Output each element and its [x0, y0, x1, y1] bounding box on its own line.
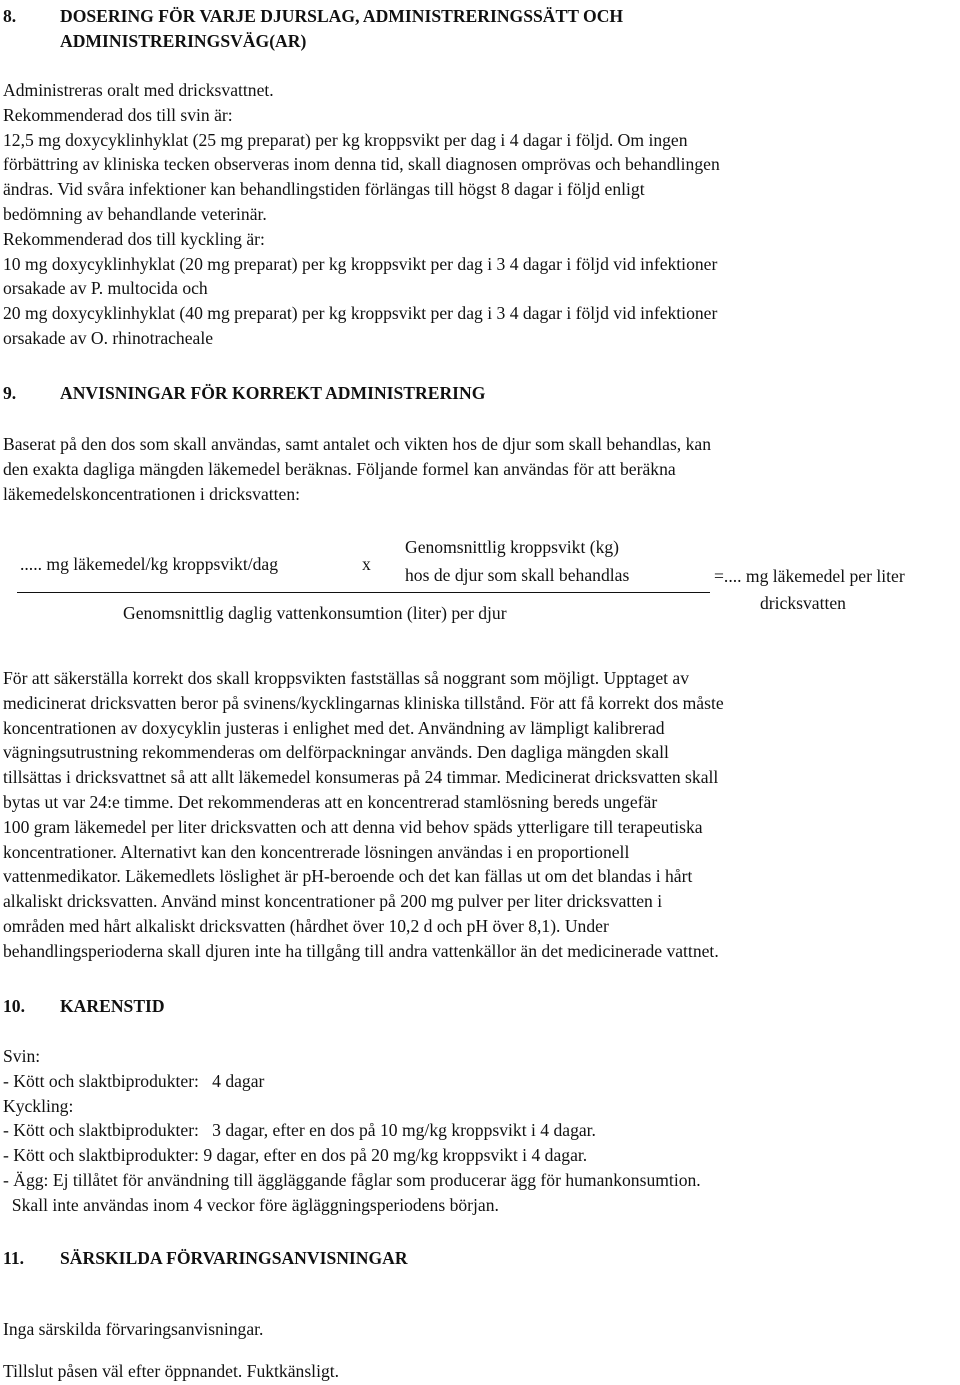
section-8-title-line: DOSERING FÖR VARJE DJURSLAG, ADMINISTRERINGSSÄTT OCH	[60, 6, 624, 26]
body-line: Administreras oralt med dricksvattnet.	[3, 80, 274, 100]
body-line: 10 mg doxycyklinhyklat (20 mg preparat) per kg kroppsvikt per dag i 3 4 dagar i följd vid infektioner	[3, 253, 718, 274]
body-line: vattenmedikator. Läkemedlets löslighet är pH-beroende och det kan fällas ut om det blandas i hårt	[3, 866, 693, 887]
section-11-number: 11.	[3, 1248, 25, 1268]
body-line: koncentrationen av doxycyklin justeras i enlighet med det. Användning av lämpligt kalibrerad	[3, 717, 665, 738]
section-8-heading	[3, 4, 623, 54]
body-line: Rekommenderad dos till svin är:	[3, 104, 233, 125]
section-10-heading	[3, 994, 165, 1019]
formula-numerator-line: Genomsnittlig kroppsvikt (kg)	[405, 537, 620, 557]
body-line: medicinerat dricksvatten beror på svinens/kycklingarnas kliniska tillstånd. För att få korrekt dos måste	[3, 692, 724, 713]
withdrawal-line: - Ägg: Ej tillåtet för användning till äggläggande fåglar som producerar ägg för humankonsumtion.	[3, 1169, 701, 1190]
formula-denominator: Genomsnittlig daglig vattenkonsumtion (liter) per djur	[123, 603, 507, 623]
body-line: förbättring av kliniska tecken observeras inom denna tid, skall diagnosen omprövas och behandlingen	[3, 154, 720, 175]
formula-fraction-bar	[17, 592, 710, 593]
formula-numerator-line: hos de djur som skall behandlas	[405, 565, 630, 585]
body-line: Rekommenderad dos till kyckling är:	[3, 228, 265, 249]
dosage-formula	[3, 533, 960, 633]
storage-line: Inga särskilda förvaringsanvisningar.	[3, 1319, 264, 1339]
withdrawal-line: - Kött och slaktbiprodukter: 3 dagar, efter en dos på 10 mg/kg kroppsvikt i 4 dagar.	[3, 1120, 596, 1141]
body-line: orsakade av P. multocida och	[3, 278, 208, 299]
body-line: vägningsutrustning rekommenderas om delförpackningar används. Den dagliga mängden skall	[3, 742, 669, 763]
section-11-title: SÄRSKILDA FÖRVARINGSANVISNINGAR	[60, 1248, 408, 1268]
section-8-body	[3, 78, 720, 351]
body-line: behandlingsperioderna skall djuren inte ha tillgång till andra vattenkällor än det medicinerade vattnet.	[3, 940, 719, 961]
section-9-title: ANVISNINGAR FÖR KORREKT ADMINISTRERING	[60, 383, 486, 403]
body-line: bedömning av behandlande veterinär.	[3, 203, 267, 224]
formula-dose-term: ..... mg läkemedel/kg kroppsvikt/dag	[20, 554, 278, 574]
section-9-heading	[3, 381, 485, 406]
formula-multiply-sign: x	[362, 554, 371, 574]
body-line: alkaliskt dricksvatten. Använd minst koncentrationer på 200 mg pulver per liter dricksvatten i	[3, 891, 663, 912]
body-line: läkemedelskoncentrationen i dricksvatten:	[3, 483, 301, 504]
section-11-heading	[3, 1246, 408, 1271]
body-line: orsakade av O. rhinotracheale	[3, 327, 214, 348]
body-line: Baserat på den dos som skall användas, samt antalet och vikten hos de djur som skall behandlas, kan	[3, 434, 711, 454]
body-line: tillsättas i dricksvattnet så att allt läkemedel konsumeras på 24 timmar. Medicinerat dricksvatten skall	[3, 767, 719, 788]
body-line: ändras. Vid svåra infektioner kan behandlingstiden förlängas till högst 8 dagar i följd enligt	[3, 179, 645, 200]
withdrawal-line: - Kött och slaktbiprodukter: 9 dagar, efter en dos på 20 mg/kg kroppsvikt i 4 dagar.	[3, 1145, 588, 1166]
section-10-title: KARENSTID	[60, 996, 165, 1016]
section-9-intro	[3, 432, 711, 506]
body-line: Kyckling:	[3, 1095, 74, 1116]
section-10-number: 10.	[3, 996, 25, 1016]
section-8-title-line: ADMINISTRERINGSVÄG(AR)	[60, 30, 307, 51]
section-8-title	[60, 4, 623, 54]
body-line: 20 mg doxycyklinhyklat (40 mg preparat) per kg kroppsvikt per dag i 3 4 dagar i följd vid infektioner	[3, 303, 718, 324]
body-line: För att säkerställa korrekt dos skall kroppsvikten fastställas så noggrant som möjligt. Upptaget av	[3, 668, 690, 688]
section-9-number: 9.	[3, 383, 17, 403]
withdrawal-line: Skall inte användas inom 4 veckor före ägläggningsperiodens början.	[3, 1194, 499, 1215]
storage-line: Tillslut påsen väl efter öppnandet. Fuktkänsligt.	[3, 1361, 340, 1381]
body-line: 100 gram läkemedel per liter dricksvatten och att denna vid behov späds ytterligare till terapeutiska	[3, 816, 703, 837]
body-line: 12,5 mg doxycyklinhyklat (25 mg preparat) per kg kroppsvikt per dag i 4 dagar i följd. Om ingen	[3, 129, 688, 150]
withdrawal-line: - Kött och slaktbiprodukter: 4 dagar	[3, 1070, 265, 1091]
body-line: bytas ut var 24:e timme. Det rekommenderas att en koncentrerad stamlösning bereds ungefär	[3, 791, 658, 812]
body-line: den exakta dagliga mängden läkemedel beräknas. Följande formel kan användas för att beräkna	[3, 458, 676, 479]
body-line: Svin:	[3, 1046, 41, 1066]
formula-result-line: =.... mg läkemedel per liter	[714, 566, 905, 586]
section-9-body	[3, 666, 724, 964]
formula-result-line: dricksvatten	[760, 593, 846, 613]
section-8-number: 8.	[3, 6, 17, 26]
body-line: koncentrationer. Alternativt kan den koncentrerade lösningen användas i en proportionell	[3, 841, 630, 862]
body-line: områden med hårt alkaliskt dricksvatten (hårdhet över 10,2 d och pH över 8,1). Under	[3, 915, 609, 936]
section-10-body	[3, 1044, 701, 1218]
